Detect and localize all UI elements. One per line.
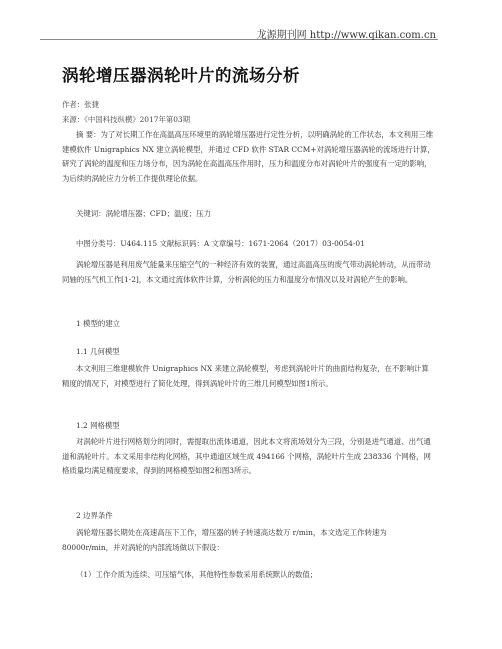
author-line: 作者：张捷 (62, 100, 99, 109)
section-2-paragraph: 涡轮增压器长期处在高速高压下工作，增压器的转子转速高达数万 r/min，本文选定工作转速为 80000r/min，并对涡轮的内部流场做以下假设： (62, 528, 387, 552)
section-1-1-paragraph: 本文利用三维建模软件 Unigraphics NX 来建立涡轮模型，考虑到涡轮叶片的曲面结构复杂，在不影响计算精度的情况下，对模型进行了简化处理，得到涡轮叶片的三维几何模型如图1所示。 (62, 364, 429, 388)
section-1-2-paragraph: 对涡轮叶片进行网格划分的同时，需提取出流体通道，因此本文将流场划分为三段，分别是进气通道、出气通道和涡轮叶片。本文采用非结构化网格，其中通道区域生成 494166 个网格，涡轮叶片生成 238336 个网格，网格质量均满足精度要求，得到的网格模型如图2和图3所示。 (62, 437, 431, 475)
site-credit: 龙源期刊网 http://www.qikan.com.cn (256, 30, 436, 41)
article-title: 涡轮增压器涡轮叶片的流场分析 (62, 66, 300, 85)
list-item: （1）工作介质为连续、可压缩气体，其他特性参数采用系统默认的数值； (76, 570, 318, 579)
section-2-heading: 2 边界条件 (76, 511, 113, 520)
keywords: 关键词：涡轮增压器；CFD；温度；压力 (76, 209, 211, 218)
intro-paragraph: 涡轮增压器是利用废气能量来压缩空气的一种经济有效的装置，通过高温高压的废气带动涡轮转动，从而带动同轴的压气机工作[1-2]，本文通过流体软件计算，分析涡轮的压力和温度分布情况以及对涡轮产生的影响。 (62, 260, 431, 284)
source-line: 来源：《中国科技纵横》2017年第03期 (62, 115, 190, 124)
classification: 中图分类号：U464.115 文献标识码：A 文章编号：1671-2064（2017）03-0054-01 (76, 239, 365, 248)
abstract: 摘 要：为了对长期工作在高温高压环境里的涡轮增压器进行定性分析，以明确涡轮的工作状态，本文利用三维建模软件 Unigraphics NX 建立涡轮模型，并通过 CFD 软件 STAR CCM+对涡轮增压器涡轮的流场进行计算，研究了涡轮的温度和压力场分布，因为涡轮在高温高压作用时，压力和温度分布对涡轮叶片的强度有一定的影响，为后续的涡轮应力分析工作提供理论依据。 (62, 130, 435, 183)
section-1-1-heading: 1.1 几何模型 (76, 347, 120, 356)
section-1-heading: 1 模型的建立 (76, 319, 121, 328)
section-1-2-heading: 1.2 网格模型 (76, 421, 120, 430)
